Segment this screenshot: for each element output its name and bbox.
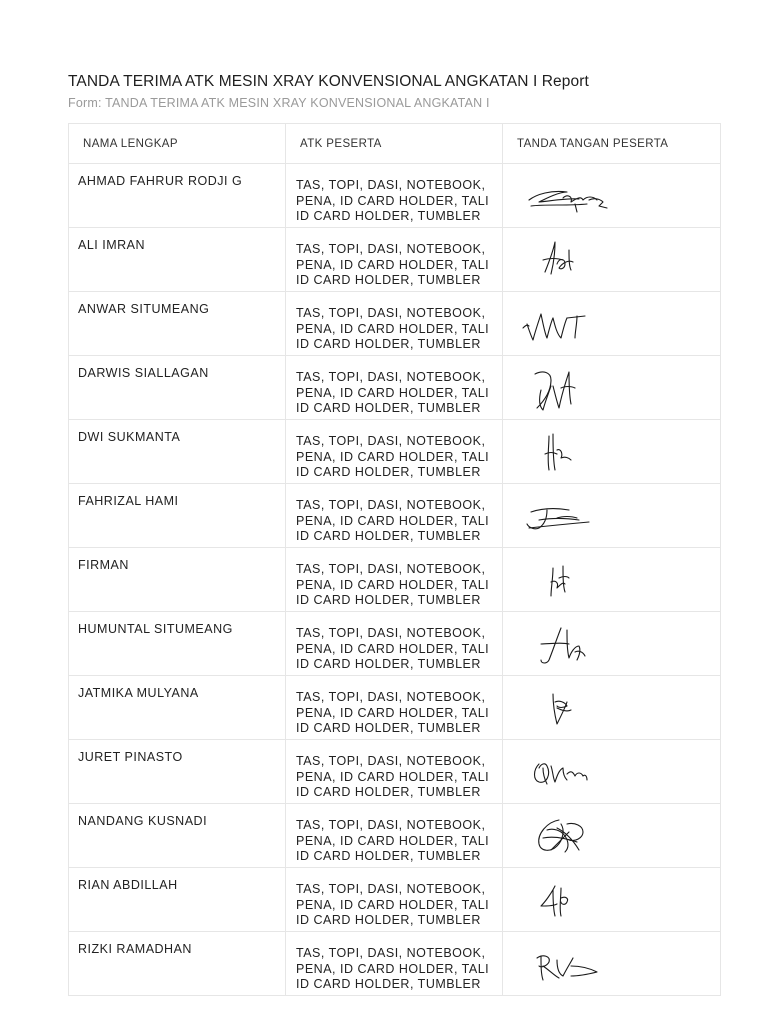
atk-items: TAS, TOPI, DASI, NOTEBOOK, PENA, ID CARD HOLDER, TALI ID CARD HOLDER, TUMBLER [296, 306, 490, 351]
atk-items: TAS, TOPI, DASI, NOTEBOOK, PENA, ID CARD HOLDER, TALI ID CARD HOLDER, TUMBLER [296, 434, 490, 479]
signature-image [517, 616, 627, 672]
name-cell [69, 676, 286, 740]
signature-cell [503, 292, 721, 356]
participant-name: RIZKI RAMADHAN [78, 942, 192, 956]
participant-name: FAHRIZAL HAMI [78, 494, 179, 508]
table-row [69, 612, 721, 676]
signature-image [517, 680, 627, 736]
participant-name: ANWAR SITUMEANG [78, 302, 210, 316]
table-row [69, 228, 721, 292]
table-header-row [69, 124, 721, 164]
signature-image [517, 488, 627, 544]
participant-name: RIAN ABDILLAH [78, 878, 178, 892]
signature-cell [503, 228, 721, 292]
signature-image [517, 296, 627, 352]
atk-items: TAS, TOPI, DASI, NOTEBOOK, PENA, ID CARD HOLDER, TALI ID CARD HOLDER, TUMBLER [296, 626, 490, 671]
name-cell [69, 292, 286, 356]
table-row [69, 548, 721, 612]
atk-cell [286, 228, 503, 292]
atk-items: TAS, TOPI, DASI, NOTEBOOK, PENA, ID CARD HOLDER, TALI ID CARD HOLDER, TUMBLER [296, 370, 490, 415]
atk-cell [286, 676, 503, 740]
table-row [69, 292, 721, 356]
participant-name: NANDANG KUSNADI [78, 814, 208, 828]
atk-items: TAS, TOPI, DASI, NOTEBOOK, PENA, ID CARD HOLDER, TALI ID CARD HOLDER, TUMBLER [296, 498, 490, 543]
signature-image [517, 168, 627, 224]
signature-cell [503, 612, 721, 676]
signature-image [517, 872, 627, 928]
atk-cell [286, 292, 503, 356]
signature-cell [503, 548, 721, 612]
signature-image [517, 360, 627, 416]
receipt-table-wrapper [68, 123, 720, 996]
atk-items: TAS, TOPI, DASI, NOTEBOOK, PENA, ID CARD HOLDER, TALI ID CARD HOLDER, TUMBLER [296, 178, 490, 223]
signature-cell [503, 868, 721, 932]
report-title: TANDA TERIMA ATK MESIN XRAY KONVENSIONAL ANGKATAN I Report [68, 73, 589, 90]
signature-cell [503, 740, 721, 804]
table-row [69, 868, 721, 932]
signature-cell [503, 356, 721, 420]
header-atk-peserta: ATK PESERTA [286, 124, 503, 164]
signature-cell [503, 164, 721, 228]
atk-items: TAS, TOPI, DASI, NOTEBOOK, PENA, ID CARD HOLDER, TALI ID CARD HOLDER, TUMBLER [296, 818, 490, 863]
atk-items: TAS, TOPI, DASI, NOTEBOOK, PENA, ID CARD HOLDER, TALI ID CARD HOLDER, TUMBLER [296, 690, 490, 735]
form-label: Form: [68, 96, 102, 110]
atk-cell [286, 420, 503, 484]
receipt-table [68, 123, 721, 996]
header-tanda-tangan: TANDA TANGAN PESERTA [503, 124, 721, 164]
atk-cell [286, 548, 503, 612]
atk-cell [286, 484, 503, 548]
name-cell [69, 932, 286, 996]
participant-name: JATMIKA MULYANA [78, 686, 199, 700]
table-row [69, 356, 721, 420]
table-row [69, 676, 721, 740]
name-cell [69, 228, 286, 292]
atk-items: TAS, TOPI, DASI, NOTEBOOK, PENA, ID CARD HOLDER, TALI ID CARD HOLDER, TUMBLER [296, 882, 490, 927]
participant-name: FIRMAN [78, 558, 129, 572]
signature-cell [503, 676, 721, 740]
participant-name: DARWIS SIALLAGAN [78, 366, 209, 380]
name-cell [69, 804, 286, 868]
atk-cell [286, 932, 503, 996]
signature-image [517, 232, 627, 288]
form-name: TANDA TERIMA ATK MESIN XRAY KONVENSIONAL ANGKATAN I [105, 96, 490, 110]
signature-image [517, 552, 627, 608]
atk-items: TAS, TOPI, DASI, NOTEBOOK, PENA, ID CARD HOLDER, TALI ID CARD HOLDER, TUMBLER [296, 946, 490, 991]
header-nama-lengkap: NAMA LENGKAP [69, 124, 286, 164]
participant-name: DWI SUKMANTA [78, 430, 181, 444]
name-cell [69, 356, 286, 420]
name-cell [69, 868, 286, 932]
participant-name: AHMAD FAHRUR RODJI G [78, 174, 243, 188]
atk-items: TAS, TOPI, DASI, NOTEBOOK, PENA, ID CARD HOLDER, TALI ID CARD HOLDER, TUMBLER [296, 562, 490, 607]
participant-name: HUMUNTAL SITUMEANG [78, 622, 233, 636]
name-cell [69, 164, 286, 228]
signature-cell [503, 932, 721, 996]
signature-image [517, 424, 627, 480]
atk-cell [286, 740, 503, 804]
atk-cell [286, 356, 503, 420]
table-row [69, 932, 721, 996]
report-header [68, 72, 728, 112]
atk-items: TAS, TOPI, DASI, NOTEBOOK, PENA, ID CARD HOLDER, TALI ID CARD HOLDER, TUMBLER [296, 754, 490, 799]
table-row [69, 804, 721, 868]
atk-items: TAS, TOPI, DASI, NOTEBOOK, PENA, ID CARD HOLDER, TALI ID CARD HOLDER, TUMBLER [296, 242, 490, 287]
table-row [69, 484, 721, 548]
table-row [69, 164, 721, 228]
participant-name: ALI IMRAN [78, 238, 146, 252]
atk-cell [286, 868, 503, 932]
atk-cell [286, 804, 503, 868]
signature-cell [503, 804, 721, 868]
name-cell [69, 484, 286, 548]
signature-cell [503, 420, 721, 484]
form-line [68, 94, 728, 112]
name-cell [69, 612, 286, 676]
name-cell [69, 740, 286, 804]
signature-image [517, 936, 627, 992]
table-row [69, 740, 721, 804]
participant-name: JURET PINASTO [78, 750, 183, 764]
atk-cell [286, 612, 503, 676]
atk-cell [286, 164, 503, 228]
table-row [69, 420, 721, 484]
signature-image [517, 744, 627, 800]
signature-cell [503, 484, 721, 548]
name-cell [69, 548, 286, 612]
signature-image [517, 808, 627, 864]
name-cell [69, 420, 286, 484]
